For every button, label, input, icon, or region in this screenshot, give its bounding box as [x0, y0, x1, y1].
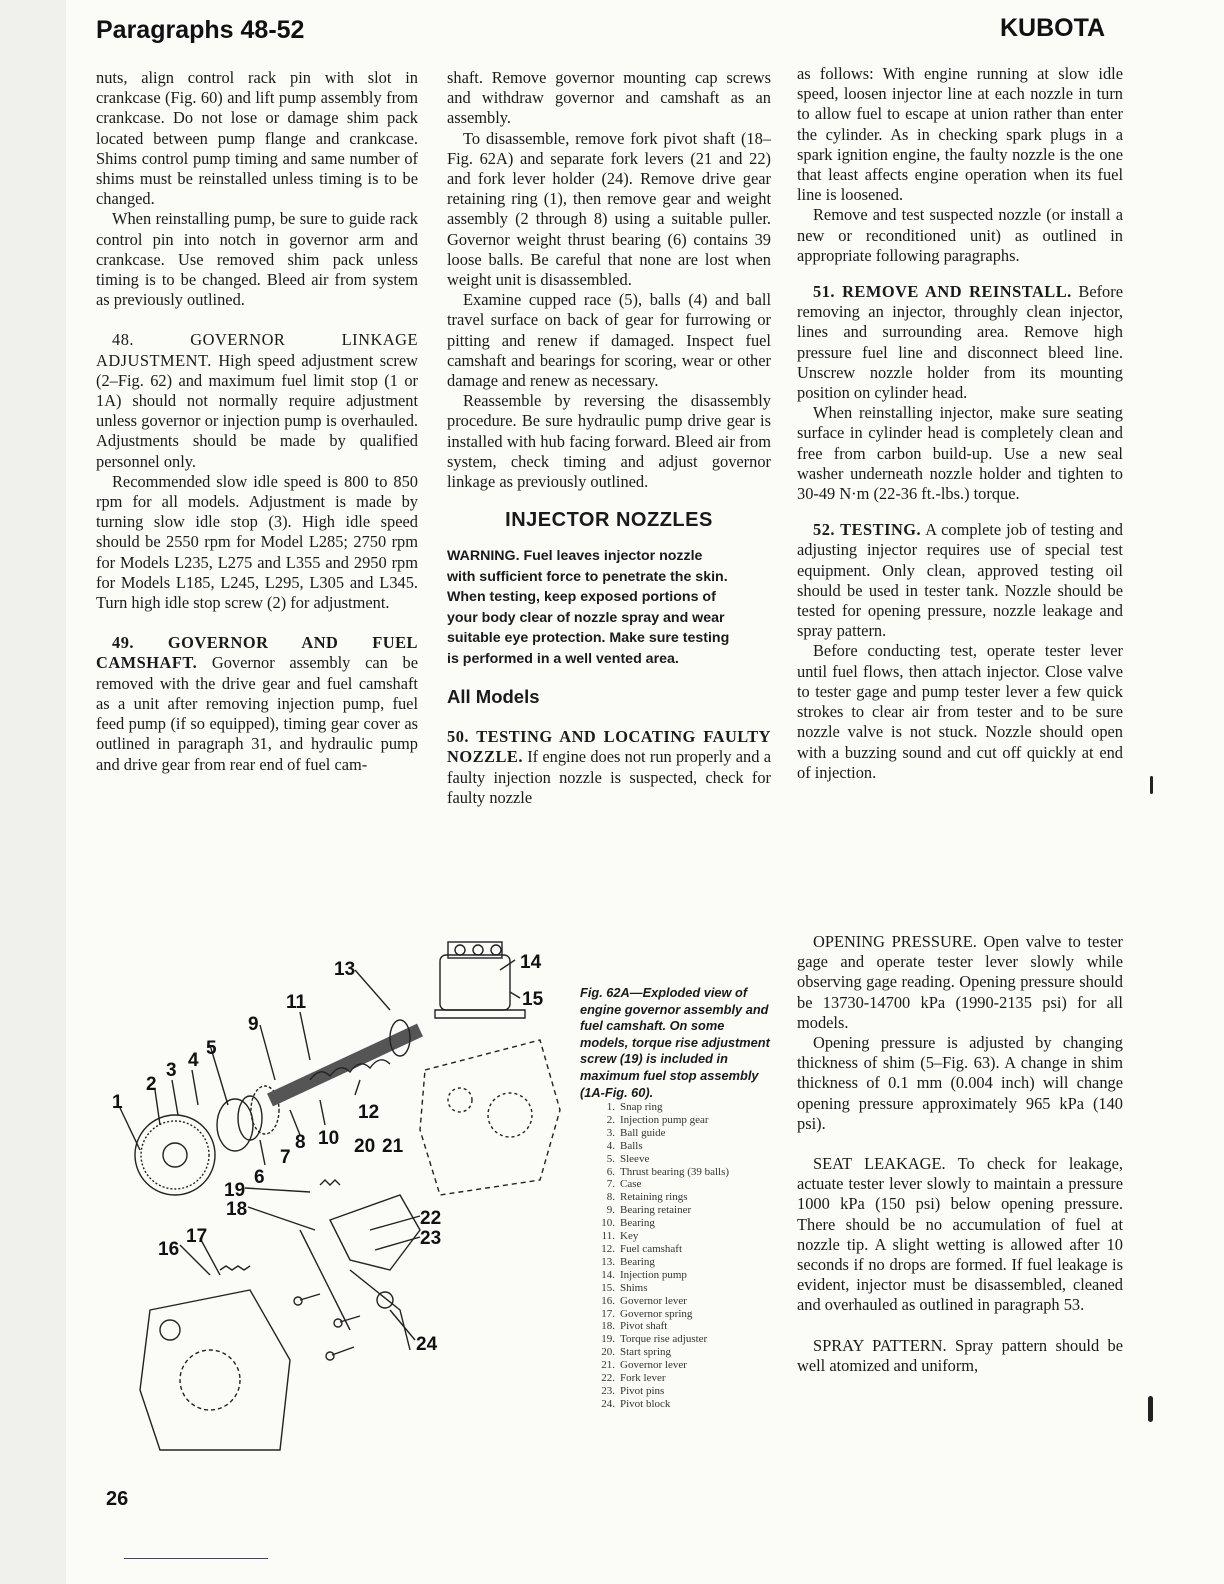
- paragraph: Reassemble by reversing the disassembly procedure. Be sure hydraulic pump drive gear is installed with hub facing forward. Bleed air from system, check timing and adjust governor linkage as previously outlined.: [447, 391, 771, 492]
- legend-item: 22. Fork lever: [601, 1372, 666, 1385]
- paragraph: OPENING PRESSURE. Open valve to tester gage and operate tester lever slowly while observing gage reading. Opening pressure should be 13730-14700 kPa (1990-2135 psi) for all models.: [797, 932, 1123, 1032]
- legend-item: 3. Ball guide: [606, 1126, 666, 1139]
- callout-label: 11: [286, 992, 307, 1013]
- callout-label: 8: [295, 1132, 306, 1153]
- callout-label: 5: [206, 1038, 217, 1059]
- legend-item: 10. Bearing: [601, 1217, 655, 1230]
- callout-label: 2: [146, 1074, 157, 1095]
- legend-item: 21. Governor lever: [601, 1359, 687, 1372]
- legend-item: 20. Start spring: [601, 1346, 672, 1359]
- paragraph: Recommended slow idle speed is 800 to 850 rpm for all models. Adjustment is made by turning slow idle stop (3). High idle speed should be 2550 rpm for Model L285; 2750 rpm for Models L235, L275 and L355 and 2950 rpm for Models L185, L245, L295, L305 and L345. Turn high idle stop screw (2) for adjustment.: [96, 471, 418, 613]
- section-52: [797, 520, 1123, 641]
- callout-label: 12: [358, 1102, 380, 1123]
- section-50: [447, 727, 771, 808]
- legend-item: 4. Balls: [606, 1139, 643, 1152]
- warning-line: WARNING. Fuel leaves injector nozzle: [447, 548, 703, 565]
- warning-line: is performed in a well vented area.: [447, 650, 679, 667]
- callout-label: 3: [166, 1060, 177, 1081]
- callout-label: 15: [522, 989, 544, 1010]
- paragraph: SPRAY PATTERN. Spray pattern should be well atomized and uniform,: [797, 1335, 1123, 1375]
- legend-item: 17. Governor spring: [601, 1307, 693, 1320]
- gear-shape: [135, 1115, 215, 1195]
- legend-item: 19. Torque rise adjuster: [601, 1333, 708, 1346]
- callout-label: 19: [224, 1180, 246, 1201]
- legend-item: 5. Sleeve: [606, 1152, 650, 1165]
- section-heading: 50. TESTING AND LOCATING FAULTY NOZZLE.: [447, 727, 771, 767]
- legend-item: 9. Bearing retainer: [606, 1204, 692, 1217]
- column-2: [447, 68, 771, 808]
- legend-item: 13. Bearing: [601, 1255, 655, 1268]
- warning-block: [447, 546, 771, 668]
- callout-label: 10: [318, 1128, 340, 1149]
- paragraph: Examine cupped race (5), balls (4) and ball travel surface on back of gear for furrowing or pitting and renew if damaged. Inspect fuel camshaft and bearings for scoring, wear or other damage and renew as necessary.: [447, 290, 771, 391]
- section-text: Governor assembly can be removed with the drive gear and fuel camshaft as a unit after removing injection pump, fuel feed pump (if so equipped), timing gear cover as outlined in paragraph 31, and hydraulic pump and drive gear from rear end of fuel cam-: [96, 653, 418, 774]
- scan-edge: [0, 0, 66, 1584]
- scan-mark: [1150, 776, 1153, 794]
- paragraph: SEAT LEAKAGE. To check for leakage, actuate tester lever slowly to maintain a pressure 1000 kPa (150 psi) below opening pressure. There should be no accumulation of fuel at nozzle tip. A slight wetting is allowed after 10 seconds if no drops are formed. If fuel leakage is evident, injector must be disassembled, cleaned and overhauled as outlined in paragraph 53.: [797, 1154, 1123, 1315]
- callout-label: 16: [158, 1239, 180, 1260]
- section-49: [96, 633, 418, 774]
- legend-item: 18. Pivot shaft: [601, 1320, 668, 1333]
- section-48: [96, 330, 418, 471]
- callout-label: 4: [188, 1050, 199, 1071]
- figure-legend: [596, 1101, 786, 1411]
- section-heading: 51. REMOVE AND REINSTALL.: [813, 282, 1072, 302]
- page-header-paragraphs: Paragraphs 48-52: [96, 16, 305, 44]
- section-heading: 52. TESTING.: [813, 520, 922, 540]
- legend-item: 12. Fuel camshaft: [601, 1242, 683, 1255]
- legend-item: 11. Key: [601, 1230, 639, 1243]
- column-1: [96, 68, 418, 775]
- paragraph: Opening pressure is adjusted by changing thickness of shim (5–Fig. 63). A change in shim thickness of 0.1 mm (0.004 inch) will change opening pressure approximately 965 kPa (140 psi).: [797, 1033, 1123, 1133]
- section-title: INJECTOR NOZZLES: [505, 509, 713, 532]
- paragraph: To disassemble, remove fork pivot shaft (18–Fig. 62A) and separate fork levers (21 and 22) and fork lever holder (24). Remove drive gear retaining ring (1), then remove gear and weight assembly (2 through 8) using a suitable puller. Governor weight thrust bearing (6) contains 39 loose balls. Be careful that none are lost when weight unit is disassembled.: [447, 128, 771, 290]
- figure-caption: Fig. 62A—Exploded view of engine governor assembly and fuel camshaft. On some models, torque rise adjustment screw (19) is included in maximum fuel stop assembly (1A-Fig. 60).: [580, 985, 770, 1100]
- section-text: High speed adjustment screw (2–Fig. 62) and maximum fuel limit stop (1 or 1A) should not normally require adjustment unless governor or injection pump is overhauled. Adjustments should be made by qualified personnel only.: [96, 350, 418, 471]
- callout-label: 24: [416, 1334, 438, 1355]
- paragraph: nuts, align control rack pin with slot in crankcase (Fig. 60) and lift pump assembly from crankcase. Do not lose or damage shim pack located between pump flange and crankcase. Shims control pump timing and same number of shims must be reinstalled unless timing is to be changed.: [96, 68, 418, 209]
- callout-label: 7: [280, 1147, 291, 1168]
- section-text: Before removing an injector, throughly clean injector, lines and surrounding area. Remove high pressure fuel line and disconnect bleed line. Unscrew nozzle holder from its mounting position on cylinder head.: [797, 282, 1123, 403]
- warning-line: suitable eye protection. Make sure testing: [447, 630, 730, 647]
- legend-item: 1. Snap ring: [606, 1101, 663, 1113]
- callout-label: 9: [248, 1014, 259, 1035]
- section-51: [797, 282, 1123, 403]
- footer-rule: [124, 1558, 268, 1559]
- section-text: If engine does not run properly and a faulty injection nozzle is suspected, check for faulty nozzle: [447, 747, 771, 807]
- callout-label: 1: [112, 1092, 123, 1113]
- scan-mark: [1148, 1396, 1153, 1422]
- callout-label: 17: [186, 1226, 208, 1247]
- column-3: [797, 64, 1123, 783]
- page-number: 26: [106, 1488, 129, 1510]
- subheading: All Models: [447, 685, 540, 707]
- section-heading: 49. GOVERNOR AND FUEL CAMSHAFT.: [96, 633, 418, 673]
- callout-label: 23: [420, 1228, 442, 1249]
- warning-line: your body clear of nozzle spray and wear: [447, 609, 725, 626]
- legend-item: 2. Injection pump gear: [606, 1113, 709, 1126]
- legend-item: 14. Injection pump: [601, 1268, 687, 1281]
- callout-label: 18: [226, 1199, 248, 1220]
- legend-item: 24. Pivot block: [601, 1397, 671, 1410]
- callout-label: 22: [420, 1208, 442, 1229]
- paragraph: Before conducting test, operate tester lever until fuel flows, then attach injector. Close valve to tester gage and pump tester lever a few quick strokes to clear air from tester and to be sure nozzle valve is not stuck. Nozzle should open with a buzzing sound and cut off quickly at end of injection.: [797, 641, 1123, 782]
- paragraph: shaft. Remove governor mounting cap screws and withdraw governor and camshaft as an assembly.: [447, 68, 771, 128]
- paragraph: When reinstalling pump, be sure to guide rack control pin into notch in governor arm and crankcase. Use removed shim pack unless timing is to be changed. Bleed air from system as previously outlined.: [96, 209, 418, 310]
- callout-label: 14: [520, 952, 542, 973]
- legend-item: 23. Pivot pins: [601, 1384, 665, 1397]
- page-header-brand: KUBOTA: [1000, 14, 1106, 42]
- callout-label: 21: [382, 1136, 404, 1157]
- legend-item: 16. Governor lever: [601, 1294, 687, 1307]
- warning-line: When testing, keep exposed portions of: [447, 589, 716, 606]
- callout-label: 13: [334, 959, 356, 980]
- exploded-view-figure: [100, 930, 570, 1460]
- section-heading: 48. GOVERNOR LINKAGE ADJUSTMENT.: [96, 330, 418, 370]
- paragraph: Remove and test suspected nozzle (or install a new or reconditioned unit) as outlined in appropriate following paragraphs.: [797, 205, 1123, 265]
- legend-item: 15. Shims: [601, 1281, 648, 1294]
- callout-label: 6: [254, 1167, 265, 1188]
- paragraph: When reinstalling injector, make sure seating surface in cylinder head is completely clean and free from carbon build-up. Use a new seal washer underneath nozzle holder and tighten to 30-49 N·m (22-36 ft.-lbs.) torque.: [797, 403, 1123, 504]
- column-3-lower: [797, 932, 1123, 1376]
- warning-line: with sufficient force to penetrate the skin.: [447, 568, 728, 585]
- section-text: A complete job of testing and adjusting injector requires use of special test equipment. Only clean, approved testing oil should be used in tester tank. Nozzle should be tested for opening pressure, nozzle leakage and spray pattern.: [797, 520, 1123, 641]
- legend-item: 6. Thrust bearing (39 balls): [606, 1165, 730, 1178]
- legend-item: 8. Retaining rings: [606, 1191, 688, 1204]
- paragraph: as follows: With engine running at slow idle speed, loosen injector line at each nozzle in turn to allow fuel to escape at union rather than enter the cylinder. As in checking spark plugs in a spark ignition engine, the faulty nozzle is the one that least affects engine operation when its fuel line is loosened.: [797, 64, 1123, 205]
- legend-item: 7. Case: [606, 1178, 642, 1191]
- callout-label: 20: [354, 1136, 376, 1157]
